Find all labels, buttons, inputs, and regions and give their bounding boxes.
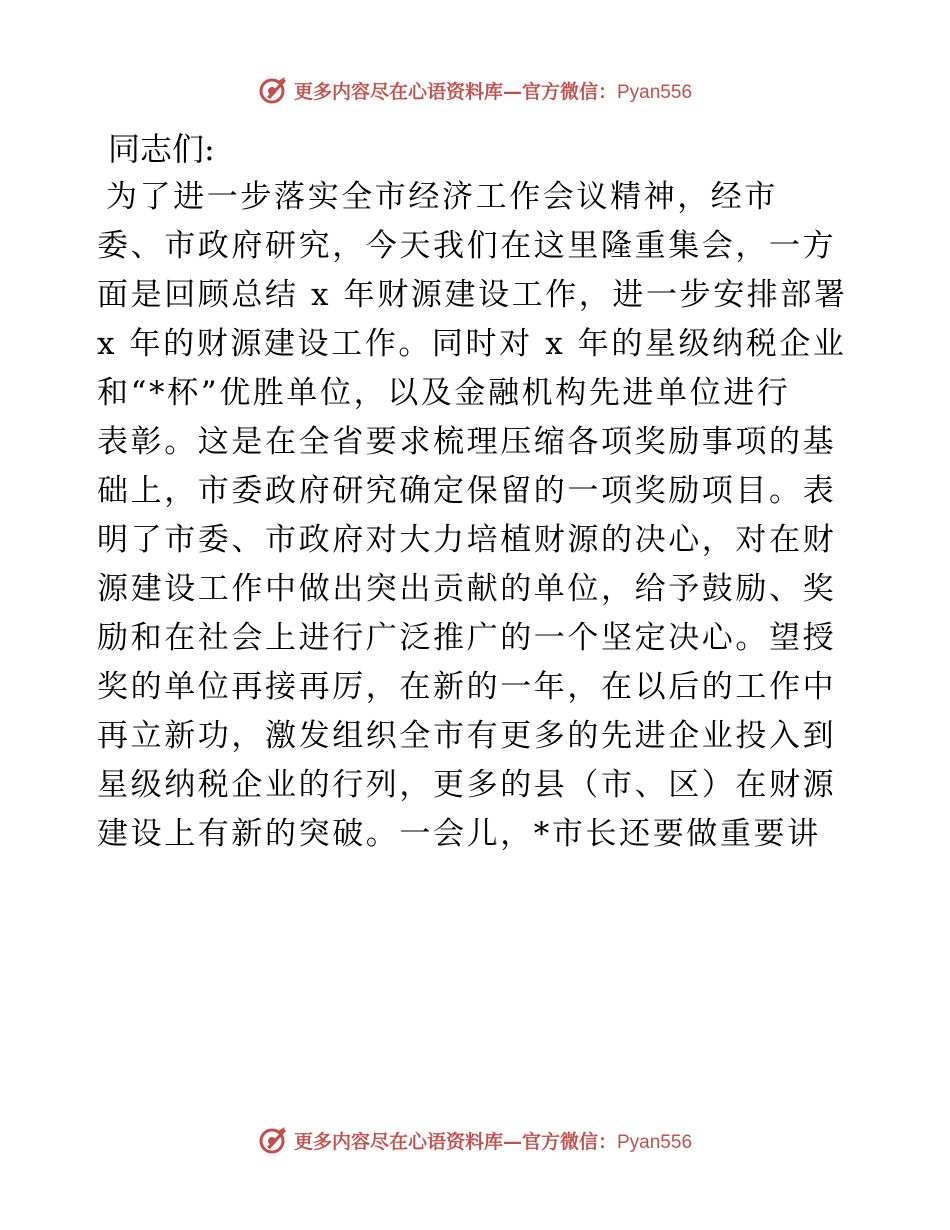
- body-line-8: 明了市委、市政府对大力培植财源的决心，对在财: [97, 522, 837, 558]
- body-line-10: 励和在社会上进行广泛推广的一个坚定决心。望授: [97, 620, 837, 656]
- body-line-5: 和“*杯”优胜单位，以及金融机构先进单位进行: [97, 375, 791, 411]
- banner-account: Pyan556: [617, 81, 693, 103]
- speech-body: [97, 173, 853, 859]
- banner-text: [294, 77, 692, 104]
- salutation: 同志们:: [108, 130, 215, 168]
- body-line-7: 础上，市委政府研究确定保留的一项奖励项目。表: [97, 473, 837, 509]
- body-line-1: 为了进一步落实全市经济工作会议精神，经市: [106, 179, 778, 215]
- banner-text: [294, 1127, 692, 1154]
- red-quill-circle-logo-icon: [258, 1125, 288, 1155]
- body-line-4: x 年的财源建设工作。同时对 x 年的星级纳税企业: [97, 326, 847, 362]
- body-line-2: 委、市政府研究，今天我们在这里隆重集会，一方: [97, 228, 837, 264]
- red-quill-circle-logo-icon: [258, 75, 288, 105]
- body-line-9: 源建设工作中做出突出贡献的单位，给予鼓励、奖: [97, 571, 837, 607]
- body-line-3: 面是回顾总结 x 年财源建设工作，进一步安排部署: [97, 277, 848, 313]
- banner-message: 更多内容尽在心语资料库—官方微信：: [293, 80, 617, 103]
- banner-message: 更多内容尽在心语资料库—官方微信：: [293, 1130, 617, 1153]
- footer-watermark-banner: [0, 1120, 950, 1160]
- body-line-6: 表彰。这是在全省要求梳理压缩各项奖励事项的基: [97, 424, 837, 460]
- body-line-12: 再立新功，激发组织全市有更多的先进企业投入到: [97, 718, 837, 754]
- body-line-13: 星级纳税企业的行列，更多的县（市、区）在财源: [97, 767, 837, 803]
- header-watermark-banner: [0, 70, 950, 110]
- banner-account: Pyan556: [617, 1131, 693, 1153]
- body-line-11: 奖的单位再接再厉，在新的一年，在以后的工作中: [97, 669, 837, 705]
- body-line-14: 建设上有新的突破。一会儿，*市长还要做重要讲: [97, 816, 821, 852]
